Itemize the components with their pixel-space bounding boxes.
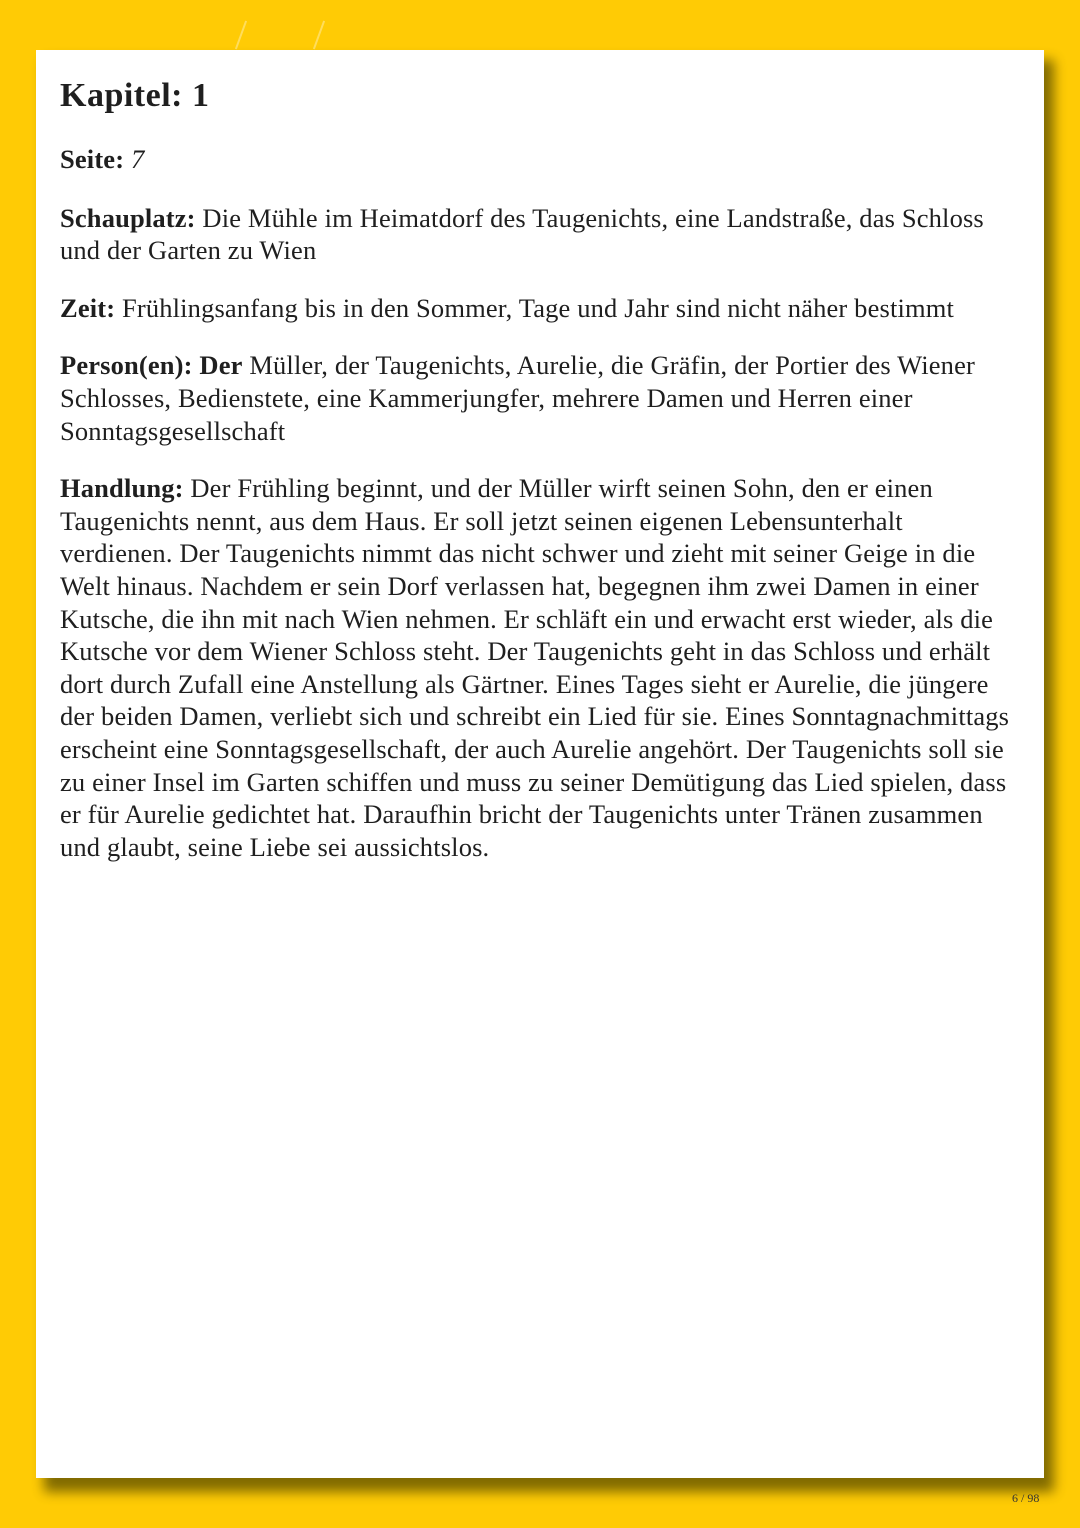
schauplatz-label: Schauplatz:	[60, 202, 196, 233]
background-decoration	[235, 21, 247, 50]
background-decoration	[313, 21, 325, 50]
zeit-text: Frühlingsanfang bis in den Sommer, Tage und Jahr sind nicht näher bestimmt	[121, 292, 955, 323]
document-page	[36, 50, 1044, 1478]
field-schauplatz	[60, 202, 1022, 267]
handlung-text: Der Frühling beginnt, und der Müller wirft seinen Sohn, den er einen Taugenichts nennt, aus dem Haus. Er soll jetzt seinen eigenen Lebensunterhalt verdienen. Der Taugenichts nimmt das nicht schwer und zieht mit seiner Geige in die Welt hinaus. Nachdem er sein Dorf verlassen hat, begegnen ihm zwei Damen in einer Kutsche, die ihn mit nach Wien nehmen. Er schläft ein und erwacht erst wieder, als die Kutsche vor dem Wiener Schloss steht. Der Taugenichts geht in das Schloss und erhält dort durch Zufall eine Anstellung als Gärtner. Eines Tages sieht er Aurelie, die jüngere der beiden Damen, verliebt sich und schreibt ein Lied für sie. Eines Sonntagnachmittags erscheint eine Sonntagsgesellschaft, der auch Aurelie angehört. Der Taugenichts soll sie zu einer Insel im Garten schiffen und muss zu seiner Demütigung das Lied spielen, dass er für Aurelie gedichtet hat. Daraufhin bricht der Taugenichts unter Tränen zusammen und glaubt, seine Liebe sei aussichtslos.	[60, 473, 1010, 862]
field-personen	[60, 349, 1022, 447]
seite-label: Seite:	[60, 144, 125, 174]
field-zeit	[60, 292, 1022, 325]
handlung-label: Handlung:	[60, 473, 184, 504]
zeit-label: Zeit:	[60, 292, 116, 323]
personen-label: Person(en): Der	[60, 350, 243, 381]
field-handlung	[60, 472, 1022, 863]
schauplatz-text: Die Mühle im Heimatdorf des Taugenichts, eine Landstraße, das Schloss und der Garten zu Wien	[60, 202, 984, 266]
field-seite	[60, 143, 1022, 176]
page-number: 6 / 98	[1012, 1491, 1040, 1505]
seite-value: 7	[130, 144, 145, 174]
personen-text: Müller, der Taugenichts, Aurelie, die Gräfin, der Portier des Wiener Schlosses, Bedienstete, eine Kammerjungfer, mehrere Damen und Herren einer Sonntagsgesellschaft	[60, 350, 975, 446]
chapter-title: Kapitel: 1	[60, 77, 210, 114]
